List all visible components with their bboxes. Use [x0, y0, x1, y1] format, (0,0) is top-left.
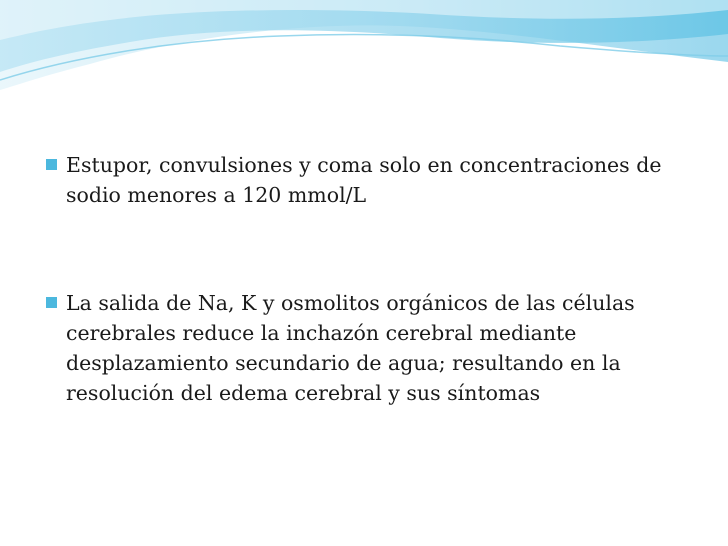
- square-bullet-icon: [44, 150, 66, 180]
- slide-content: [44, 150, 684, 408]
- wave-header-decoration: [0, 0, 728, 110]
- bullet-item: [44, 288, 684, 408]
- bullet-item: [44, 150, 684, 210]
- square-bullet-icon: [44, 288, 66, 318]
- bullet-text: La salida de Na, K y osmolitos orgánicos de las células cerebrales reduce la inchazón cerebral mediante desplazamiento secundario de agua; resultando en la resolución del edema cerebral y sus síntomas: [66, 291, 635, 405]
- bullet-text: Estupor, convulsiones y coma solo en concentraciones de sodio menores a 120 mmol/L: [66, 153, 662, 207]
